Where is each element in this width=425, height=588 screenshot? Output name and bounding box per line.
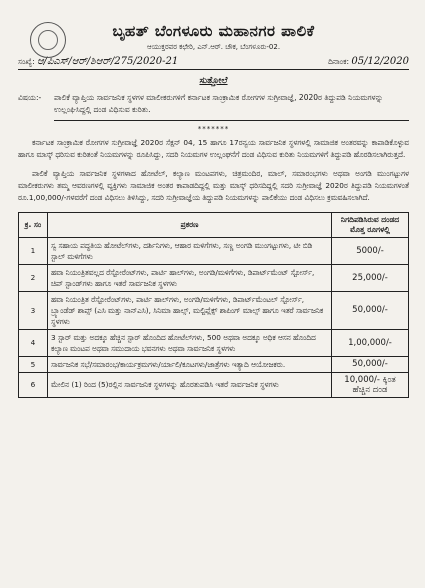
- paragraph-details: ಪಾಲಿಕೆ ವ್ಯಾಪ್ತಿಯ ಸಾರ್ವಜನಿಕ ಸ್ಥಳಗಳಾದ ಹೋಟೆಲ್, ಕಲ್ಯಾಣ ಮಂಟಪಗಳು, ಚಿತ್ರಮಂದಿರ, ಮಾಲ್, ಸಮಾರಂಭಗಳು ಅಥವಾ ಅಂಗಡಿ ಮುಂಗಟ್ಟುಗಳ ಮಾಲೀಕರುಗಳು ತಮ್ಮ ಆವರಣಗಳಲ್ಲಿ ವ್ಯಕ್ತಿಗಳು ಸಾಮಾಜಿಕ ಅಂತರ ಕಾಪಾಡದಿದ್ದಲ್ಲಿ ಮತ್ತು ಮಾಸ್ಕ್ ಧರಿಸದಿದ್ದಲ್ಲಿ ಸದರಿ ಸುಗ್ರೀವಾಜ್ಞೆ 2020ರ ತಿದ್ದುಪಡಿ ನಿಯಮಗಳಂತೆ ರೂ.1,00,000/-ಗಳವರೆಗೆ ದಂಡ ವಿಧಿಸಲು ತಿಳಿಸಿದ್ದು, ಸದರಿ ಸುಗ್ರೀವಾಜ್ಞೆಯ ತಿದ್ದುಪಡಿ ನಿಯಮಗಳನ್ನು ಪಾಲಿಕೆಯು ದಂಡ ವಿಧಿಸಲು ಕ್ರಮವಹಿಸಲಾಗಿದೆ.: [18, 169, 409, 203]
- row-number: 6: [19, 372, 48, 397]
- row-description: ಹವಾ ನಿಯಂತ್ರಿತ ರೆಸ್ಟೋರೆಂಟ್‌ಗಳು, ಪಾರ್ಟಿ ಹಾಲ್‌ಗಳು, ಅಂಗಡಿ/ಮಳಿಗೆಗಳು, ಡಿಪಾರ್ಟ್‌ಮೆಂಟಲ್ ಸ್ಟೋರ್ಸ್, ಬ್ರ್ಯಾಂಡೆಡ್ ಶಾಪ್ಸ್ (ಎಸಿ ಮತ್ತು ನಾನ್‌ಎಸಿ), ಸಿನಿಮಾ ಹಾಲ್ಸ್, ಮಲ್ಟಿಪ್ಲೆಕ್ಸ್ ಶಾಪಿಂಗ್ ಮಾಲ್ಸ್ ಹಾಗೂ ಇತರೆ ಸಾರ್ವಜನಿಕ ಸ್ಥಳಗಳು: [48, 291, 332, 329]
- reference-value: ಆ/ಪಿಎಸ್/ಆರ್/ಶಿಆರ್/275/2020-21: [37, 56, 179, 67]
- row-description: ಹವಾ ನಿಯಂತ್ರಿತವಲ್ಲದ ರೆಸ್ಟೋರೆಂಟ್‌ಗಳು, ಪಾರ್ಟಿ ಹಾಲ್‌ಗಳು, ಅಂಗಡಿ/ಮಳಿಗೆಗಳು, ಡಿಪಾರ್ಟ್‌ಮೆಂಟ್ ಸ್ಟೋರ್ಸ್, ಚಿಪ್ ಸ್ಟಾಂಡ್‌ಗಳು ಹಾಗೂ ಇತರೆ ಸಾರ್ವಜನಿಕ ಸ್ಥಳಗಳು: [48, 264, 332, 291]
- emblem-seal: [30, 22, 66, 58]
- row-number: 3: [19, 291, 48, 329]
- header-amount: ನಿಗದಿಪಡಿಸಿರುವ ದಂಡದ ಮೊತ್ತ ರೂಗಳಲ್ಲಿ: [332, 212, 409, 237]
- subject-text: ಪಾಲಿಕೆ ವ್ಯಾಪ್ತಿಯ ಸಾರ್ವಜನಿಕ ಸ್ಥಳಗಳ ಮಾಲೀಕರುಗಳಿಗೆ ಕರ್ನಾಟಕ ಸಾಂಕ್ರಾಮಿಕ ರೋಗಗಳ ಸುಗ್ರೀವಾಜ್ಞೆ, 2020ರ ತಿದ್ದುಪಡಿ ನಿಯಮಗಳನ್ನು ಉಲ್ಲಂಘಿಸಿದ್ದಲ್ಲಿ ದಂಡ ವಿಧಿಸುವ ಕುರಿತು.: [54, 92, 409, 121]
- row-amount: 5000/-: [332, 237, 409, 264]
- header-number: ಕ್ರ. ಸಂ: [19, 212, 48, 237]
- row-number: 2: [19, 264, 48, 291]
- row-amount: 25,000/-: [332, 264, 409, 291]
- fines-table: [18, 212, 409, 398]
- row-number: 4: [19, 329, 48, 356]
- date-label: ದಿನಾಂಕ:: [328, 57, 349, 66]
- reference-line: [18, 56, 409, 70]
- paragraph-intro: ಕರ್ನಾಟಕ ಸಾಂಕ್ರಾಮಿಕ ರೋಗಗಳ ಸುಗ್ರೀವಾಜ್ಞೆ 2020ರ ಸೆಕ್ಷನ್ 04, 15 ಹಾಗೂ 17ರನ್ವಯ ಸಾರ್ವಜನಿಕ ಸ್ಥಳಗಳಲ್ಲಿ ಸಾಮಾಜಿಕ ಅಂತರವನ್ನು ಕಾಪಾಡಿಕೊಳ್ಳುವ ಹಾಗೂ ಮಾಸ್ಕ್ ಧರಿಸುವ ಕುರಿತಂತೆ ನಿಯಮಗಳನ್ನು ರೂಪಿಸಿದ್ದು, ಸದರಿ ನಿಯಮಗಳ ಉಲ್ಲಂಘನೆಗೆ ದಂಡ ವಿಧಿಸುವ ಕುರಿತು ನಿಯಮಗಳಿಗೆ ತಿದ್ದುಪಡಿ ಹೊರಡಿಸಲಾಗಿರುತ್ತದೆ.: [18, 138, 409, 159]
- row-number: 5: [19, 356, 48, 372]
- date-value: 05/12/2020: [351, 56, 409, 67]
- row-amount: 1,00,000/-: [332, 329, 409, 356]
- reference-label: ಸಂಖ್ಯೆ:: [18, 57, 35, 66]
- row-description: 3 ಸ್ಟಾರ್ ಮತ್ತು ಅದಕ್ಕೂ ಹೆಚ್ಚಿನ ಸ್ಟಾರ್ ಹೊಂದಿದ ಹೋಟೆಲ್‌ಗಳು, 500 ಅಥವಾ ಅದಕ್ಕೂ ಅಧಿಕ ಆಸನ ಹೊಂದಿದ ಕಲ್ಯಾಣ ಮಂಟಪ ಅಥವಾ ಸಮುದಾಯ ಭವನಗಳು ಅಥವಾ ಸಾರ್ವಜನಿಕ ಸ್ಥಳಗಳು: [48, 329, 332, 356]
- row-number: 1: [19, 237, 48, 264]
- subject-block: [18, 92, 409, 121]
- organization-title: ಬೃಹತ್ ಬೆಂಗಳೂರು ಮಹಾನಗರ ಪಾಲಿಕೆ: [112, 22, 315, 40]
- table-row: [19, 237, 409, 264]
- row-amount: 50,000/-: [332, 291, 409, 329]
- table-row: [19, 329, 409, 356]
- document-date: [328, 56, 409, 67]
- row-amount: 50,000/-: [332, 356, 409, 372]
- subject-label: ವಿಷಯ:-: [18, 93, 42, 102]
- row-description: ಸ್ವ ಸಹಾಯ ಪದ್ಧತಿಯ ಹೋಟೆಲ್‌ಗಳು, ದರ್ಶಿನಿಗಳು, ಆಹಾರ ಮಳಿಗೆಗಳು, ಸಣ್ಣ ಅಂಗಡಿ ಮುಂಗಟ್ಟುಗಳು, ಟೀ ಬಿಡಿ ಸ್ಟಾಲ್ ಮಳಿಗೆಗಳು: [48, 237, 332, 264]
- reference-number: [18, 56, 178, 67]
- organization-address: ಆಯುಕ್ತರವರ ಕಛೇರಿ, ಎನ್.ಆರ್. ಚೌಕ, ಬೆಂಗಳೂರು-02.: [146, 43, 281, 51]
- table-row: [19, 264, 409, 291]
- table-row: [19, 291, 409, 329]
- section-separator: *******: [197, 125, 230, 133]
- table-header-row: [19, 212, 409, 237]
- table-row: [19, 372, 409, 397]
- row-description: ಮೇಲಿನ (1) ರಿಂದ (5)ರಲ್ಲಿನ ಸಾರ್ವಜನಿಕ ಸ್ಥಳಗಳನ್ನು ಹೊರತುಪಡಿಸಿ ಇತರೆ ಸಾರ್ವಜನಿಕ ಸ್ಥಳಗಳು: [48, 372, 332, 397]
- row-description: ಸಾರ್ವಜನಿಕ ಸಭೆ/ಸಮಾರಂಭ/ಕಾರ್ಯಕ್ರಮಗಳು/ರ್ಯಾಲಿ/ಕೂಟಗಳು/ಜಾತ್ರೆಗಳು ಇತ್ಯಾದಿ ಆಯೋಜಕರು.: [48, 356, 332, 372]
- row-amount: 10,000/- ಕ್ಕಿಂತ ಹೆಚ್ಚಿನ ದಂಡ: [332, 372, 409, 397]
- table-row: [19, 356, 409, 372]
- header-category: ಪ್ರಕರಣ: [48, 212, 332, 237]
- circular-title: ಸುತ್ತೋಲೆ: [199, 76, 228, 86]
